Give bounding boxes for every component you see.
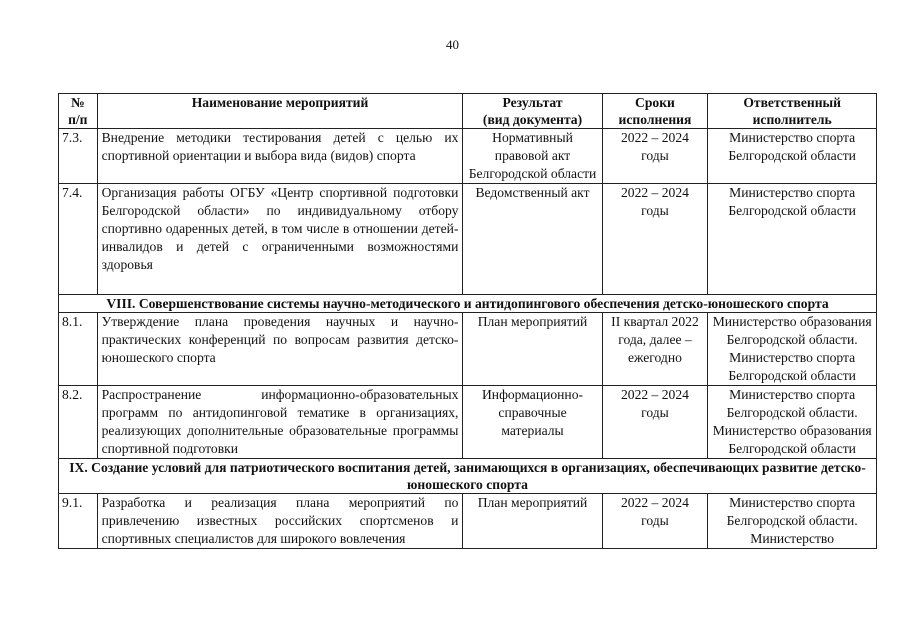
- section-title-8: VIII. Совершенствование системы научно-методического и антидопингового обеспечения детско-юношеского спорта: [59, 295, 877, 313]
- table-row: [59, 129, 877, 184]
- row-term: 2022 – 2024 годы: [602, 386, 708, 459]
- row-term: 2022 – 2024 годы: [602, 494, 708, 549]
- row-responsible: Министерство спорта Белгородской области: [708, 129, 877, 184]
- row-result: План мероприятий: [463, 313, 602, 386]
- row-result: Ведомственный акт: [463, 184, 602, 295]
- row-result: План мероприятий: [463, 494, 602, 549]
- row-responsible: Министерство спорта Белгородской области: [708, 184, 877, 295]
- row-name: [97, 184, 463, 295]
- section-row: [59, 295, 877, 313]
- events-table: [58, 93, 877, 549]
- row-num: 8.1.: [59, 313, 98, 386]
- row-name: Утверждение плана проведения научных и научно-практических конференций по вопросам развития детско-юношеского спорта: [97, 313, 463, 386]
- row-num: 7.4.: [59, 184, 98, 295]
- row-term: 2022 – 2024 годы: [602, 129, 708, 184]
- row-num: 7.3.: [59, 129, 98, 184]
- row-term: 2022 – 2024 годы: [602, 184, 708, 295]
- header-result: Результат (вид документа): [463, 94, 602, 129]
- header-num: № п/п: [59, 94, 98, 129]
- row-result: Нормативный правовой акт Белгородской области: [463, 129, 602, 184]
- row-responsible: Министерство спорта Белгородской области. Министерство: [708, 494, 877, 549]
- row-name: Разработка и реализация плана мероприятий по привлечению известных российских спортсменов и спортивных специалистов для широкого вовлечения: [97, 494, 463, 549]
- table-header-row: [59, 94, 877, 129]
- header-responsible: Ответственный исполнитель: [708, 94, 877, 129]
- row-num: 9.1.: [59, 494, 98, 549]
- header-name: Наименование мероприятий: [97, 94, 463, 129]
- section-title-9: IX. Создание условий для патриотического воспитания детей, занимающихся в организациях, обеспечивающих развитие детско-юношеского спорта: [59, 459, 877, 494]
- row-name-text: Организация работы ОГБУ «Центр спортивной подготовки Белгородской области» по индивидуальному отбору спортивно одаренных детей, в том числе в отношении детей-инвалидов и детей с ограниченными возможностями здоровья: [101, 185, 459, 272]
- table-row: [59, 313, 877, 386]
- row-name: Распространение информационно-образовательных программ по антидопинговой тематике в организациях, реализующих дополнительные образовательные программы спортивной подготовки: [97, 386, 463, 459]
- row-term: II квартал 2022 года, далее – ежегодно: [602, 313, 708, 386]
- row-responsible: Министерство спорта Белгородской области. Министерство образования Белгородской области: [708, 386, 877, 459]
- page-number: 40: [446, 37, 459, 52]
- header-term: Сроки исполнения: [602, 94, 708, 129]
- section-row: [59, 459, 877, 494]
- row-result: Информационно-справочные материалы: [463, 386, 602, 459]
- table-row: [59, 184, 877, 295]
- row-name: Внедрение методики тестирования детей с целью их спортивной ориентации и выбора вида (видов) спорта: [97, 129, 463, 184]
- table-row: [59, 494, 877, 549]
- row-responsible: Министерство образования Белгородской области. Министерство спорта Белгородской области: [708, 313, 877, 386]
- table-row: [59, 386, 877, 459]
- row-num: 8.2.: [59, 386, 98, 459]
